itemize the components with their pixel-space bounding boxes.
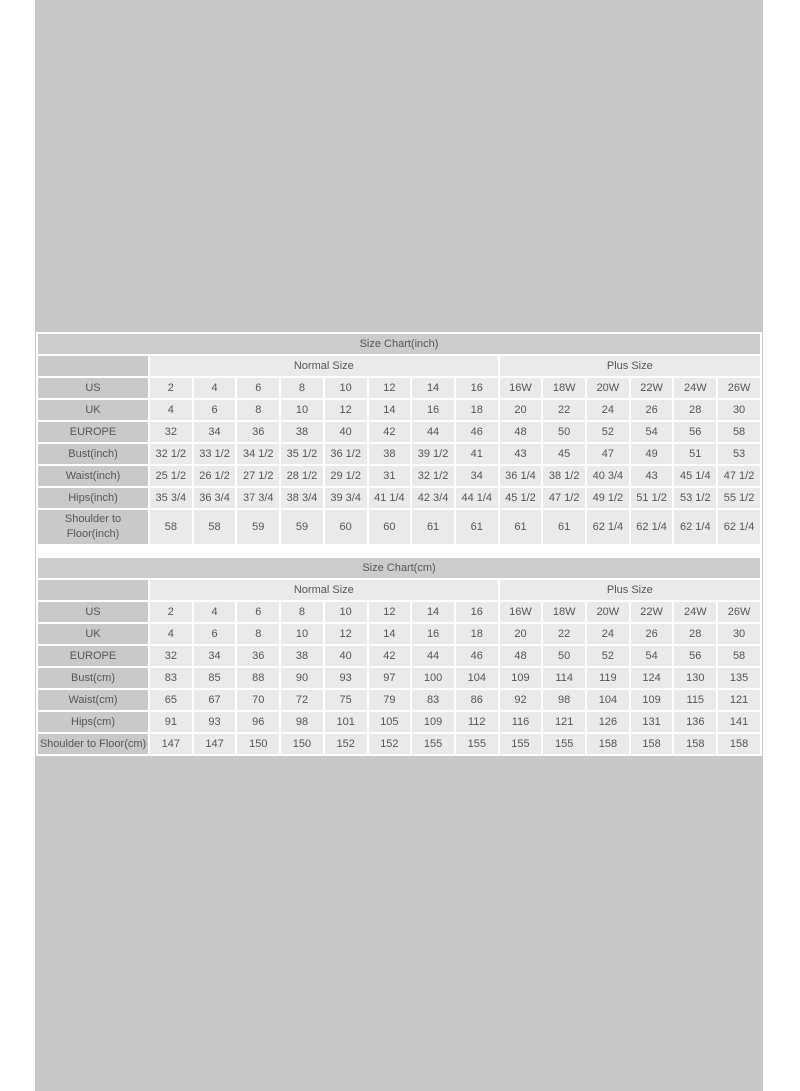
value-cell: 26W [718,602,760,622]
value-cell: 41 [456,444,498,464]
value-cell: 98 [543,690,585,710]
value-cell: 42 3/4 [412,488,454,508]
table-row [38,400,760,420]
value-cell: 6 [194,624,236,644]
value-cell: 147 [194,734,236,754]
value-cell: 28 1/2 [281,466,323,486]
value-cell: 6 [194,400,236,420]
value-cell: 22 [543,400,585,420]
value-cell: 8 [237,624,279,644]
value-cell: 52 [587,646,629,666]
value-cell: 119 [587,668,629,688]
value-cell: 62 1/4 [674,510,716,544]
value-cell: 114 [543,668,585,688]
value-cell: 58 [718,646,760,666]
value-cell: 47 1/2 [543,488,585,508]
value-cell: 93 [194,712,236,732]
value-cell: 12 [369,602,411,622]
value-cell: 62 1/4 [718,510,760,544]
row-label: UK [38,624,148,644]
size-charts [36,332,762,756]
value-cell: 44 [412,422,454,442]
value-cell: 47 1/2 [718,466,760,486]
value-cell: 65 [150,690,192,710]
value-cell: 91 [150,712,192,732]
row-label: Shoulder to Floor(inch) [38,510,148,544]
value-cell: 40 3/4 [587,466,629,486]
value-cell: 32 1/2 [150,444,192,464]
value-cell: 61 [543,510,585,544]
value-cell: 10 [325,602,367,622]
value-cell: 50 [543,646,585,666]
row-label: Hips(inch) [38,488,148,508]
table-row [38,668,760,688]
value-cell: 6 [237,378,279,398]
value-cell: 8 [281,602,323,622]
value-cell: 26 1/2 [194,466,236,486]
value-cell: 39 3/4 [325,488,367,508]
value-cell: 26W [718,378,760,398]
value-cell: 36 [237,646,279,666]
value-cell: 45 1/2 [500,488,542,508]
value-cell: 104 [456,668,498,688]
value-cell: 43 [500,444,542,464]
size-chart-table [36,332,762,546]
value-cell: 105 [369,712,411,732]
value-cell: 2 [150,602,192,622]
value-cell: 30 [718,400,760,420]
value-cell: 70 [237,690,279,710]
value-cell: 40 [325,646,367,666]
value-cell: 8 [281,378,323,398]
value-cell: 46 [456,646,498,666]
value-cell: 83 [412,690,454,710]
value-cell: 48 [500,422,542,442]
value-cell: 147 [150,734,192,754]
value-cell: 58 [150,510,192,544]
value-cell: 26 [631,624,673,644]
value-cell: 4 [150,624,192,644]
corner-cell [38,356,148,376]
value-cell: 41 1/4 [369,488,411,508]
value-cell: 16 [456,378,498,398]
value-cell: 124 [631,668,673,688]
value-cell: 49 1/2 [587,488,629,508]
value-cell: 90 [281,668,323,688]
table-row [38,690,760,710]
table-row [38,444,760,464]
value-cell: 22 [543,624,585,644]
value-cell: 16 [412,400,454,420]
value-cell: 16 [456,602,498,622]
value-cell: 36 3/4 [194,488,236,508]
value-cell: 59 [281,510,323,544]
value-cell: 53 1/2 [674,488,716,508]
value-cell: 141 [718,712,760,732]
value-cell: 67 [194,690,236,710]
value-cell: 158 [718,734,760,754]
value-cell: 46 [456,422,498,442]
value-cell: 24 [587,400,629,420]
value-cell: 155 [500,734,542,754]
value-cell: 20W [587,602,629,622]
value-cell: 36 [237,422,279,442]
value-cell: 51 1/2 [631,488,673,508]
value-cell: 22W [631,602,673,622]
value-cell: 28 [674,624,716,644]
value-cell: 4 [194,378,236,398]
value-cell: 97 [369,668,411,688]
chart-title: Size Chart(inch) [38,334,760,354]
row-label: Shoulder to Floor(cm) [38,734,148,754]
value-cell: 104 [587,690,629,710]
value-cell: 100 [412,668,454,688]
value-cell: 115 [674,690,716,710]
value-cell: 18 [456,400,498,420]
value-cell: 16 [412,624,454,644]
value-cell: 22W [631,378,673,398]
value-cell: 30 [718,624,760,644]
table-row [38,466,760,486]
row-label: US [38,602,148,622]
table-row [38,510,760,544]
value-cell: 42 [369,422,411,442]
value-cell: 42 [369,646,411,666]
value-cell: 55 1/2 [718,488,760,508]
value-cell: 35 3/4 [150,488,192,508]
value-cell: 10 [325,378,367,398]
column-group-header: Plus Size [500,580,760,600]
value-cell: 158 [674,734,716,754]
value-cell: 10 [281,624,323,644]
table-row [38,488,760,508]
value-cell: 12 [325,400,367,420]
value-cell: 32 1/2 [412,466,454,486]
value-cell: 59 [237,510,279,544]
value-cell: 12 [325,624,367,644]
value-cell: 14 [369,624,411,644]
value-cell: 38 3/4 [281,488,323,508]
value-cell: 88 [237,668,279,688]
value-cell: 33 1/2 [194,444,236,464]
value-cell: 51 [674,444,716,464]
chart-title: Size Chart(cm) [38,558,760,578]
value-cell: 60 [325,510,367,544]
value-cell: 131 [631,712,673,732]
table-row [38,602,760,622]
value-cell: 93 [325,668,367,688]
value-cell: 14 [412,378,454,398]
value-cell: 34 [194,646,236,666]
value-cell: 61 [412,510,454,544]
value-cell: 20W [587,378,629,398]
value-cell: 116 [500,712,542,732]
value-cell: 27 1/2 [237,466,279,486]
value-cell: 58 [194,510,236,544]
corner-cell [38,580,148,600]
value-cell: 98 [281,712,323,732]
value-cell: 155 [456,734,498,754]
value-cell: 52 [587,422,629,442]
value-cell: 16W [500,378,542,398]
value-cell: 28 [674,400,716,420]
value-cell: 130 [674,668,716,688]
value-cell: 20 [500,624,542,644]
value-cell: 38 [369,444,411,464]
value-cell: 24 [587,624,629,644]
value-cell: 45 [543,444,585,464]
value-cell: 6 [237,602,279,622]
value-cell: 62 1/4 [587,510,629,544]
value-cell: 45 1/4 [674,466,716,486]
value-cell: 26 [631,400,673,420]
value-cell: 18W [543,378,585,398]
value-cell: 50 [543,422,585,442]
value-cell: 126 [587,712,629,732]
row-label: EUROPE [38,646,148,666]
value-cell: 18W [543,602,585,622]
row-label: Bust(inch) [38,444,148,464]
value-cell: 150 [281,734,323,754]
value-cell: 49 [631,444,673,464]
value-cell: 150 [237,734,279,754]
value-cell: 44 [412,646,454,666]
value-cell: 83 [150,668,192,688]
value-cell: 36 1/2 [325,444,367,464]
value-cell: 31 [369,466,411,486]
value-cell: 155 [412,734,454,754]
value-cell: 40 [325,422,367,442]
value-cell: 4 [150,400,192,420]
value-cell: 43 [631,466,673,486]
value-cell: 12 [369,378,411,398]
value-cell: 2 [150,378,192,398]
table-row [38,712,760,732]
row-label: US [38,378,148,398]
column-group-header: Normal Size [150,356,498,376]
table-row [38,378,760,398]
value-cell: 38 1/2 [543,466,585,486]
column-group-header: Normal Size [150,580,498,600]
value-cell: 54 [631,646,673,666]
value-cell: 109 [631,690,673,710]
value-cell: 37 3/4 [237,488,279,508]
value-cell: 121 [718,690,760,710]
value-cell: 32 [150,422,192,442]
value-cell: 34 [194,422,236,442]
value-cell: 24W [674,602,716,622]
value-cell: 152 [325,734,367,754]
row-label: Waist(cm) [38,690,148,710]
value-cell: 39 1/2 [412,444,454,464]
value-cell: 152 [369,734,411,754]
value-cell: 35 1/2 [281,444,323,464]
value-cell: 14 [412,602,454,622]
value-cell: 32 [150,646,192,666]
value-cell: 112 [456,712,498,732]
table-row [38,624,760,644]
value-cell: 56 [674,422,716,442]
size-chart-table [36,556,762,756]
value-cell: 18 [456,624,498,644]
value-cell: 155 [543,734,585,754]
value-cell: 109 [500,668,542,688]
value-cell: 60 [369,510,411,544]
value-cell: 48 [500,646,542,666]
table-row [38,422,760,442]
value-cell: 86 [456,690,498,710]
value-cell: 54 [631,422,673,442]
value-cell: 158 [631,734,673,754]
value-cell: 158 [587,734,629,754]
value-cell: 61 [456,510,498,544]
value-cell: 25 1/2 [150,466,192,486]
value-cell: 16W [500,602,542,622]
value-cell: 38 [281,422,323,442]
row-label: Waist(inch) [38,466,148,486]
row-label: UK [38,400,148,420]
value-cell: 29 1/2 [325,466,367,486]
value-cell: 24W [674,378,716,398]
value-cell: 135 [718,668,760,688]
value-cell: 85 [194,668,236,688]
value-cell: 72 [281,690,323,710]
value-cell: 136 [674,712,716,732]
row-label: Bust(cm) [38,668,148,688]
row-label: Hips(cm) [38,712,148,732]
value-cell: 61 [500,510,542,544]
value-cell: 10 [281,400,323,420]
value-cell: 20 [500,400,542,420]
value-cell: 96 [237,712,279,732]
value-cell: 109 [412,712,454,732]
value-cell: 62 1/4 [631,510,673,544]
value-cell: 38 [281,646,323,666]
value-cell: 79 [369,690,411,710]
table-row [38,734,760,754]
value-cell: 47 [587,444,629,464]
row-label: EUROPE [38,422,148,442]
value-cell: 56 [674,646,716,666]
value-cell: 58 [718,422,760,442]
value-cell: 101 [325,712,367,732]
value-cell: 36 1/4 [500,466,542,486]
value-cell: 34 [456,466,498,486]
value-cell: 92 [500,690,542,710]
value-cell: 34 1/2 [237,444,279,464]
value-cell: 14 [369,400,411,420]
value-cell: 75 [325,690,367,710]
column-group-header: Plus Size [500,356,760,376]
value-cell: 121 [543,712,585,732]
value-cell: 53 [718,444,760,464]
value-cell: 8 [237,400,279,420]
value-cell: 44 1/4 [456,488,498,508]
value-cell: 4 [194,602,236,622]
table-row [38,646,760,666]
